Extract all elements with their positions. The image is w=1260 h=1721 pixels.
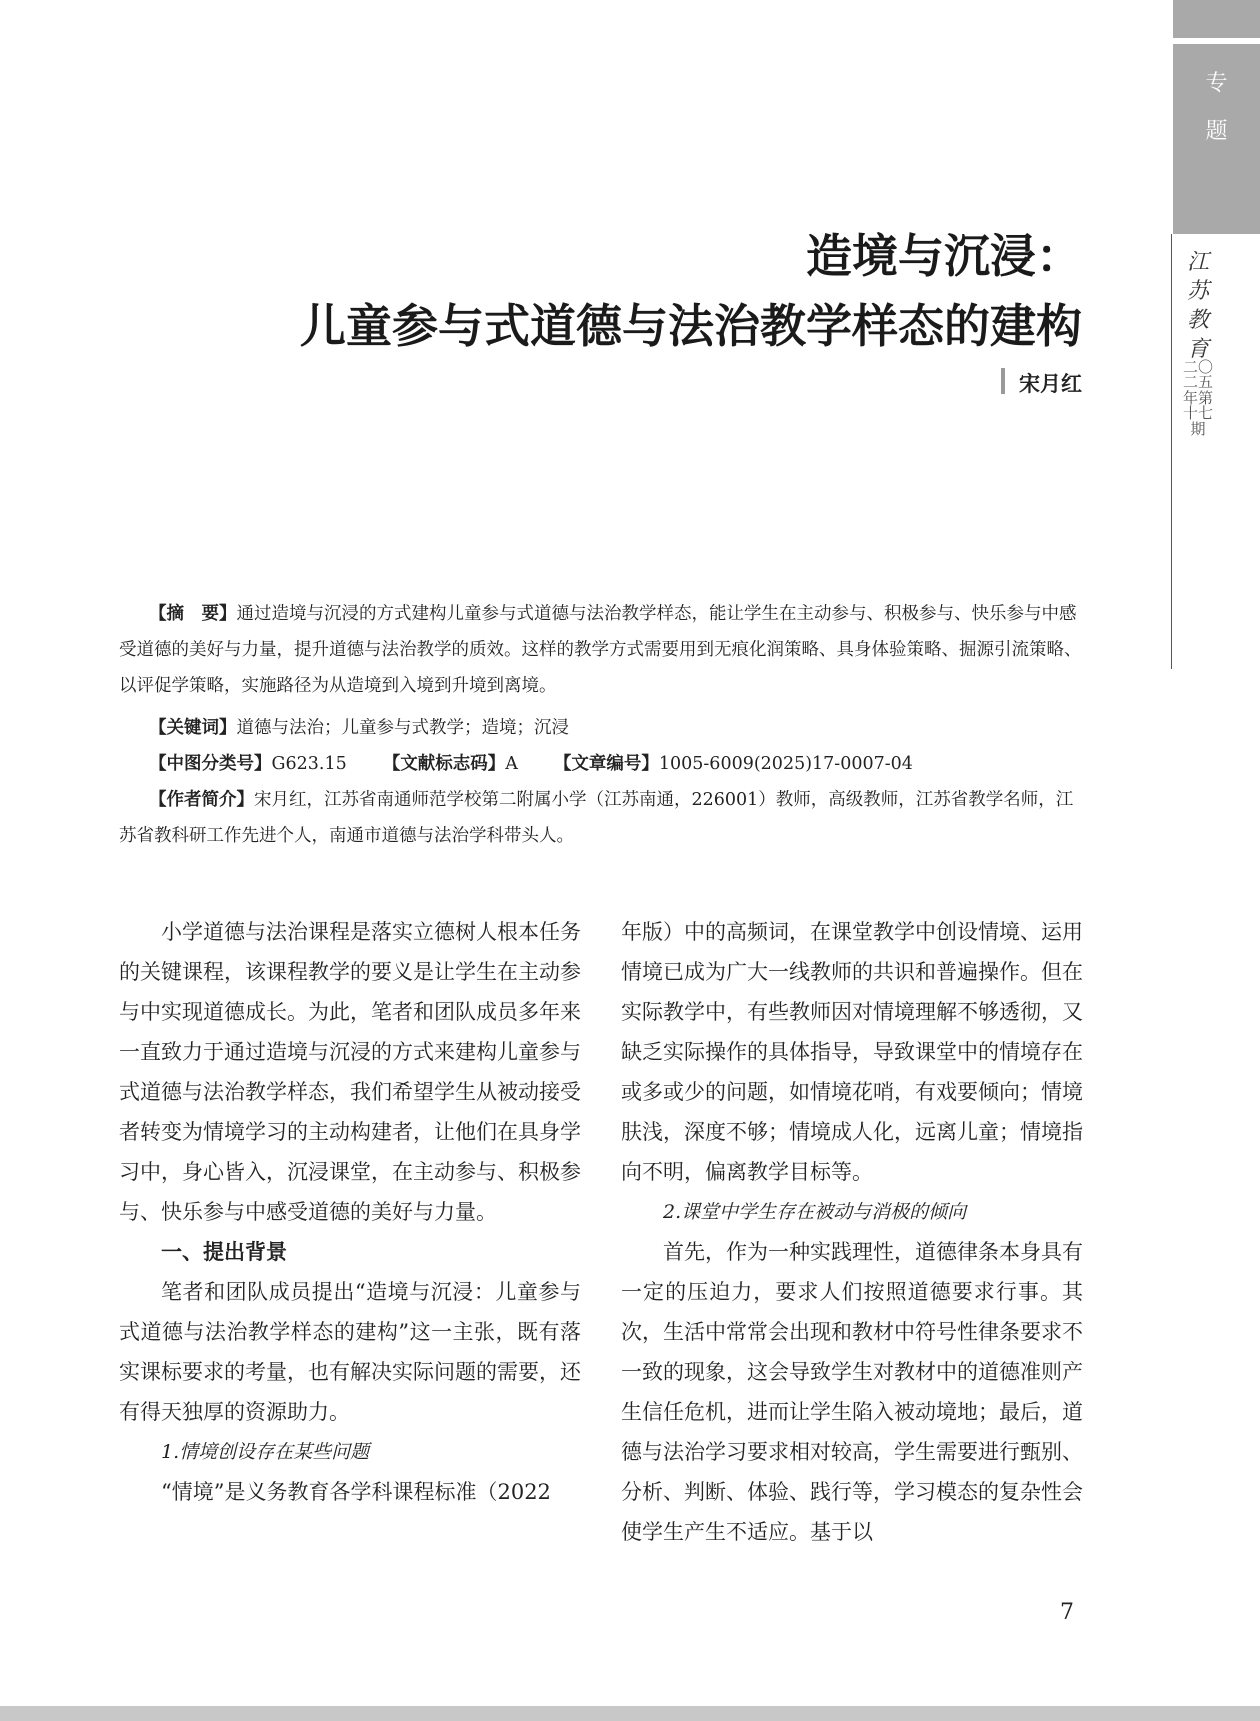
bio-label: 【作者简介】 [149, 790, 254, 810]
subsection-heading: 2.课堂中学生存在被动与消极的倾向 [663, 1201, 967, 1223]
magazine-char: 教 [1186, 308, 1209, 333]
side-divider [1171, 234, 1172, 669]
section-char-1: 专 [1205, 71, 1228, 96]
article-no-label: 【文章编号】 [553, 754, 659, 774]
paragraph: 小学道德与法治课程是落实立德树人根本任务的关键课程，该课程教学的要义是让学生在主动参与中实现道德成长。为此，笔者和团队成员多年来一直致力于通过造境与沉浸的方式来建构儿童参与式道德与法治教学样态，我们希望学生从被动接受者转变为情境学习的主动构建者，让他们在具身学习中，身心皆入，沉浸课堂，在主动参与、积极参与、快乐参与中感受道德的美好与力量。 [119, 920, 581, 1224]
magazine-name [1183, 248, 1213, 364]
keywords [119, 710, 1082, 746]
paragraph: 首先，作为一种实践理性，道德律条本身具有一定的压迫力，要求人们按照道德要求行事。其次，生活中常常会出现和教材中符号性律条要求不一致的现象，这会导致学生对教材中的道德准则产生信任危机，进而让学生陷入被动境地；最后，道德与法治学习要求相对较高，学生需要进行甄别、分析、判断、体验、践行等，学习模态的复杂性会使学生产生不适应。基于以 [621, 1240, 1083, 1544]
paragraph: “情境”是义务教育各学科课程标准（2022 [161, 1480, 551, 1504]
section-heading: 一、提出背景 [161, 1240, 287, 1264]
body-column-left [119, 912, 581, 1512]
doc-code-label: 【文献标志码】 [382, 754, 506, 774]
keywords-text: 道德与法治；儿童参与式教学；造境；沉浸 [236, 718, 569, 738]
magazine-char: 苏 [1186, 279, 1209, 304]
article-title-line-1: 造境与沉浸： [806, 229, 1082, 283]
issue-label: 二〇二五年第十七期 [1183, 358, 1214, 438]
bottom-bar [0, 1706, 1260, 1721]
abstract-label: 【摘 要】 [149, 604, 237, 624]
magazine-char: 江 [1186, 250, 1209, 275]
author-marker [1001, 368, 1005, 394]
doc-code-value: A [505, 754, 518, 774]
body-column-right [621, 912, 1083, 1552]
article-no-value: 1005-6009(2025)17-0007-04 [658, 754, 913, 774]
side-tab-top-block [1173, 0, 1260, 38]
author-bio [119, 782, 1082, 854]
section-tab [1173, 44, 1260, 234]
abstract [119, 596, 1082, 704]
magazine-char: 育 [1186, 337, 1209, 362]
clc-value: G623.15 [271, 754, 347, 774]
bio-text: 宋月红，江苏省南通师范学校第二附属小学（江苏南通，226001）教师，高级教师，江苏省教学名师，江苏省教科研工作先进个人，南通市道德与法治学科带头人。 [119, 790, 1074, 846]
clc-label: 【中图分类号】 [149, 754, 272, 774]
abstract-text: 通过造境与沉浸的方式建构儿童参与式道德与法治教学样态，能让学生在主动参与、积极参与、快乐参与中感受道德的美好与力量，提升道德与法治教学的质效。这样的教学方式需要用到无痕化润策略、具身体验策略、掘源引流策略、以评促学策略，实施路径为从造境到入境到升境到离境。 [119, 604, 1082, 696]
page-number: 7 [1060, 1600, 1074, 1625]
paragraph: 笔者和团队成员提出“造境与沉浸：儿童参与式道德与法治教学样态的建构”这一主张，既有落实课标要求的考量，也有解决实际问题的需要，还有得天独厚的资源助力。 [119, 1280, 581, 1424]
subsection-heading: 1.情境创设存在某些问题 [161, 1441, 370, 1463]
classification-line [119, 746, 1082, 782]
paragraph: 年版）中的高频词，在课堂教学中创设情境、运用情境已成为广大一线教师的共识和普遍操作。但在实际教学中，有些教师因对情境理解不够透彻，又缺乏实际操作的具体指导，导致课堂中的情境存在或多或少的问题，如情境花哨，有戏要倾向；情境肤浅，深度不够；情境成人化，远离儿童；情境指向不明，偏离教学目标等。 [621, 920, 1083, 1184]
article-title-line-2: 儿童参与式道德与法治教学样态的建构 [300, 299, 1082, 353]
keywords-label: 【关键词】 [149, 718, 237, 738]
author-name: 宋月红 [1019, 372, 1082, 396]
section-char-2: 题 [1205, 119, 1228, 144]
